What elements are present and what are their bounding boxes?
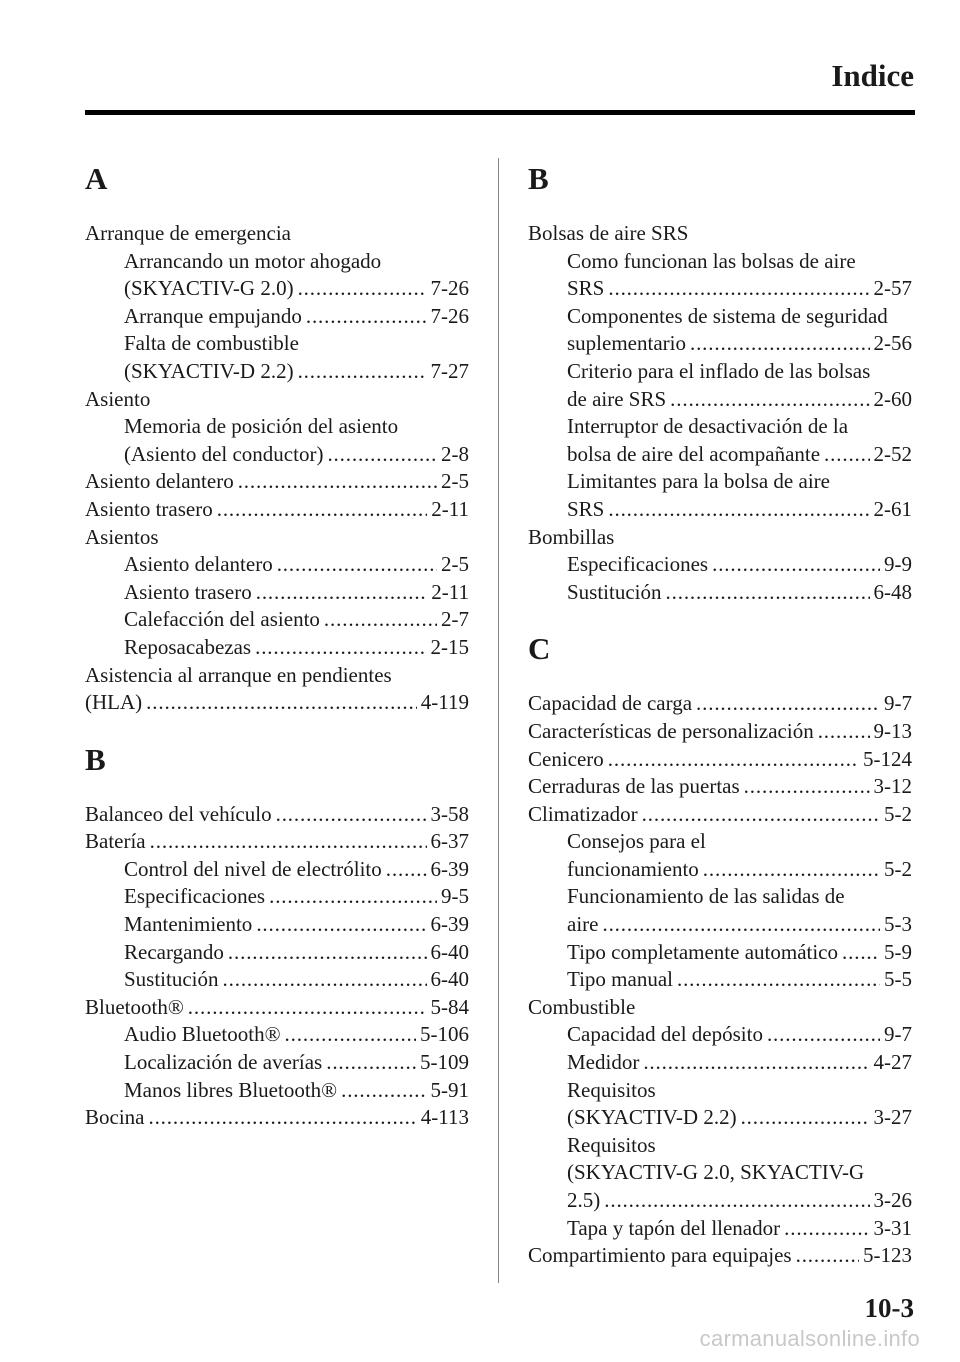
entry-text: 2.5) xyxy=(567,1188,601,1212)
leader-dots xyxy=(148,1104,416,1132)
page-reference: 2-11 xyxy=(431,579,469,604)
page-reference: 3-27 xyxy=(873,1105,912,1130)
page-reference: 6-40 xyxy=(430,939,469,964)
index-entry xyxy=(85,386,469,469)
leader-dots xyxy=(604,1187,869,1215)
subentry-line xyxy=(528,275,912,303)
section-letter: C xyxy=(528,631,551,667)
section-letter: A xyxy=(85,161,108,196)
leader-dots xyxy=(298,275,427,303)
subentry-line xyxy=(85,883,469,911)
entry-text: Mantenimiento xyxy=(124,912,253,937)
page-reference: 2-52 xyxy=(873,441,912,466)
section-letter: B xyxy=(528,161,549,196)
index-entry xyxy=(528,746,912,774)
index-entry xyxy=(528,773,912,801)
index-entry xyxy=(528,220,912,524)
entry-text: Climatizador xyxy=(528,801,638,826)
leader-dots xyxy=(150,828,427,856)
entry-line xyxy=(528,994,912,1022)
index-entry xyxy=(85,801,469,829)
subentry-line xyxy=(528,966,912,994)
index-entry xyxy=(528,994,912,1242)
subentry-line xyxy=(528,330,912,358)
leader-dots xyxy=(269,883,437,911)
left-column xyxy=(85,150,469,1132)
subentry-line xyxy=(528,496,912,524)
entry-text: Bluetooth® xyxy=(85,994,184,1019)
entry-text: aire xyxy=(567,912,599,937)
section-letter: B xyxy=(85,741,106,777)
entry-text: Sustitución xyxy=(567,579,662,604)
page-reference: 2-5 xyxy=(441,469,469,494)
entry-text: (SKYACTIV-D 2.2) xyxy=(124,358,294,383)
subentry-line xyxy=(85,966,469,994)
page-title: Indice xyxy=(831,58,914,93)
page-reference: 5-123 xyxy=(863,1243,912,1268)
index-entry xyxy=(528,524,912,607)
entry-text: Asiento xyxy=(85,386,151,411)
leader-dots xyxy=(642,801,880,829)
subentry-line xyxy=(85,551,469,579)
entry-text: Medidor xyxy=(567,1050,640,1075)
page-reference: 5-3 xyxy=(884,912,912,937)
entry-text: (HLA) xyxy=(85,690,143,715)
page-reference: 6-40 xyxy=(430,967,469,992)
entry-text: Localización de averías xyxy=(124,1050,323,1075)
leader-dots xyxy=(784,1215,869,1243)
leader-dots xyxy=(608,746,859,774)
index-entry xyxy=(528,690,912,718)
subentry-line xyxy=(528,1077,912,1105)
subentry-line xyxy=(85,634,469,662)
subentry-line xyxy=(85,303,469,331)
page-reference: 2-56 xyxy=(873,331,912,356)
entry-text: Criterio para el inflado de las bolsas xyxy=(567,358,871,383)
subentry-line xyxy=(528,1187,912,1215)
leader-dots xyxy=(327,441,437,469)
entry-text: Asientos xyxy=(85,524,159,549)
entry-line xyxy=(85,524,469,552)
leader-dots xyxy=(690,330,870,358)
leader-dots xyxy=(696,690,880,718)
leader-dots xyxy=(608,496,869,524)
leader-dots xyxy=(298,358,427,386)
index-entry xyxy=(85,1104,469,1132)
entry-text: suplementario xyxy=(567,331,686,356)
leader-dots xyxy=(285,1021,416,1049)
subentry-line xyxy=(528,1159,912,1187)
subentry-line xyxy=(85,330,469,358)
subentry-line xyxy=(85,1021,469,1049)
entry-text: Características de personalización xyxy=(528,718,814,743)
subentry-line xyxy=(528,883,912,911)
leader-dots xyxy=(341,1077,426,1105)
page-reference: 7-26 xyxy=(430,276,469,301)
subentry-line xyxy=(528,551,912,579)
subentry-line xyxy=(528,1215,912,1243)
leader-dots xyxy=(256,911,426,939)
page-reference: 9-13 xyxy=(873,718,912,743)
leader-dots xyxy=(146,689,417,717)
subentry-line xyxy=(85,1049,469,1077)
entry-text: Funcionamiento de las salidas de xyxy=(567,884,845,909)
subentry-line xyxy=(85,911,469,939)
index-entry xyxy=(528,718,912,746)
entry-text: Asiento trasero xyxy=(85,496,213,521)
page-reference: 2-15 xyxy=(430,634,469,659)
entry-text: Capacidad del depósito xyxy=(567,1022,763,1047)
entry-text: Bocina xyxy=(85,1105,145,1130)
entry-line xyxy=(85,220,469,248)
page-reference: 2-60 xyxy=(873,386,912,411)
page-reference: 5-9 xyxy=(884,939,912,964)
leader-dots xyxy=(741,1104,870,1132)
page-reference: 5-124 xyxy=(863,746,912,771)
page-reference: 4-27 xyxy=(873,1050,912,1075)
entry-text: Audio Bluetooth® xyxy=(124,1022,281,1047)
subentry-line xyxy=(85,1077,469,1105)
leader-dots xyxy=(712,551,880,579)
page-reference: 3-26 xyxy=(873,1188,912,1212)
page-reference: 5-2 xyxy=(884,801,912,826)
subentry-line xyxy=(528,441,912,469)
entry-line xyxy=(528,718,912,746)
leader-dots xyxy=(677,966,880,994)
entry-line xyxy=(85,801,469,829)
entry-text: Balanceo del vehículo xyxy=(85,801,272,826)
entry-text: Compartimiento para equipajes xyxy=(528,1243,792,1268)
entry-line xyxy=(528,801,912,829)
leader-dots xyxy=(228,939,427,967)
subentry-line xyxy=(528,303,912,331)
leader-dots xyxy=(223,966,427,994)
subentry-line xyxy=(528,248,912,276)
entry-line xyxy=(85,828,469,856)
leader-dots xyxy=(217,496,428,524)
entry-text: Sustitución xyxy=(124,967,219,992)
entry-text: (Asiento del conductor) xyxy=(124,441,324,466)
entry-line xyxy=(528,1242,912,1270)
entry-text: (SKYACTIV-D 2.2) xyxy=(567,1105,737,1130)
subentry-line xyxy=(85,413,469,441)
subentry-line xyxy=(528,1132,912,1160)
leader-dots xyxy=(744,773,870,801)
page-reference: 5-2 xyxy=(884,856,912,881)
subentry-line xyxy=(85,275,469,303)
page-reference: 9-5 xyxy=(441,884,469,909)
entry-text: Capacidad de carga xyxy=(528,691,693,716)
entry-text: Memoria de posición del asiento xyxy=(124,414,399,439)
entry-text: Requisitos xyxy=(567,1077,656,1102)
entry-text: SRS xyxy=(567,496,605,521)
subentry-line xyxy=(528,579,912,607)
page-reference: 5-84 xyxy=(430,994,469,1019)
entry-text: Asiento delantero xyxy=(85,469,234,494)
subentry-line xyxy=(528,911,912,939)
entry-text: Arrancando un motor ahogado xyxy=(124,248,382,273)
leader-dots xyxy=(670,386,869,414)
page-reference: 2-5 xyxy=(441,552,469,577)
entry-text: Especificaciones xyxy=(124,884,266,909)
leader-dots xyxy=(255,634,426,662)
entry-text: Batería xyxy=(85,829,146,854)
entry-text: Tapa y tapón del llenador xyxy=(567,1215,781,1240)
entry-text: Arranque de emergencia xyxy=(85,221,292,245)
entry-line xyxy=(85,496,469,524)
page-reference: 7-26 xyxy=(430,303,469,328)
subentry-line xyxy=(528,939,912,967)
page-reference: 9-7 xyxy=(884,1022,912,1047)
entry-line xyxy=(85,468,469,496)
page-reference: 4-119 xyxy=(420,690,469,715)
page-reference: 3-31 xyxy=(873,1215,912,1240)
page-reference: 9-7 xyxy=(884,691,912,716)
entry-text: (SKYACTIV-G 2.0) xyxy=(124,276,294,301)
entry-line xyxy=(85,1104,469,1132)
entry-line xyxy=(528,746,912,774)
page-reference: 2-8 xyxy=(441,441,469,466)
leader-dots xyxy=(608,275,869,303)
entry-text: funcionamiento xyxy=(567,856,699,881)
entry-text: Consejos para el xyxy=(567,829,706,854)
entry-text: Recargando xyxy=(124,939,224,964)
leader-dots xyxy=(324,606,437,634)
entry-text: Tipo completamente automático xyxy=(567,939,839,964)
subentry-line xyxy=(528,1049,912,1077)
column-divider xyxy=(498,158,499,1283)
page-reference: 6-39 xyxy=(430,912,469,937)
subentry-line xyxy=(85,358,469,386)
page-reference: 3-12 xyxy=(873,774,912,799)
entry-line xyxy=(528,690,912,718)
page-reference: 3-58 xyxy=(430,801,469,826)
page-reference: 6-39 xyxy=(430,856,469,881)
page-number: 10-3 xyxy=(864,1293,914,1323)
right-column xyxy=(528,150,912,1270)
subentry-line xyxy=(528,468,912,496)
leader-dots xyxy=(796,1242,859,1270)
watermark: carmanualsonline.info xyxy=(699,1326,920,1351)
entry-text: Bolsas de aire SRS xyxy=(528,221,689,245)
entry-text: Componentes de sistema de seguridad xyxy=(567,303,888,328)
entry-text: (SKYACTIV-G 2.0, SKYACTIV-G xyxy=(567,1160,865,1185)
entry-text: Limitantes para la bolsa de aire xyxy=(567,469,830,494)
entry-line xyxy=(85,662,469,690)
leader-dots xyxy=(306,303,427,331)
index-entry xyxy=(85,524,469,662)
leader-dots xyxy=(602,911,880,939)
entry-line xyxy=(85,689,469,717)
leader-dots xyxy=(666,579,870,607)
leader-dots xyxy=(188,994,427,1022)
leader-dots xyxy=(238,468,437,496)
entry-text: Reposacabezas xyxy=(124,634,252,659)
entry-text: Falta de combustible xyxy=(124,331,299,356)
subentry-line xyxy=(85,248,469,276)
leader-dots xyxy=(256,579,428,607)
index-entry xyxy=(528,801,912,994)
page-reference: 9-9 xyxy=(884,552,912,577)
subentry-line xyxy=(85,441,469,469)
entry-text: bolsa de aire del acompañante xyxy=(567,441,821,466)
subentry-line xyxy=(85,579,469,607)
header-rule xyxy=(85,110,915,115)
subentry-line xyxy=(528,1021,912,1049)
subentry-line xyxy=(528,358,912,386)
entry-line xyxy=(528,220,912,248)
index-entry xyxy=(85,496,469,524)
leader-dots xyxy=(818,718,870,746)
entry-text: Tipo manual xyxy=(567,967,673,992)
entry-text: de aire SRS xyxy=(567,386,667,411)
entry-text: Asiento delantero xyxy=(124,552,273,577)
page-reference: 5-109 xyxy=(420,1050,469,1075)
entry-text: Arranque empujando xyxy=(124,303,302,328)
entry-text: Requisitos xyxy=(567,1132,656,1157)
entry-text: Control del nivel de electrólito xyxy=(124,856,382,881)
entry-text: Bombillas xyxy=(528,524,615,549)
index-entry xyxy=(528,1242,912,1270)
leader-dots xyxy=(386,856,427,884)
subentry-line xyxy=(85,606,469,634)
subentry-line xyxy=(528,828,912,856)
entry-text: Asiento trasero xyxy=(124,579,252,604)
entry-line xyxy=(85,994,469,1022)
index-entry xyxy=(85,220,469,386)
entry-text: SRS xyxy=(567,276,605,301)
page-reference: 2-57 xyxy=(873,276,912,301)
leader-dots xyxy=(703,856,880,884)
entry-text: Asistencia al arranque en pendientes xyxy=(85,662,392,687)
subentry-line xyxy=(85,856,469,884)
leader-dots xyxy=(326,1049,416,1077)
entry-text: Calefacción del asiento xyxy=(124,607,320,632)
leader-dots xyxy=(842,939,880,967)
entry-text: Interruptor de desactivación de la xyxy=(567,414,849,439)
entry-text: Combustible xyxy=(528,994,636,1019)
entry-line xyxy=(528,773,912,801)
page-reference: 7-27 xyxy=(430,358,469,383)
index-entry xyxy=(85,828,469,994)
entry-line xyxy=(85,386,469,414)
page-reference: 2-61 xyxy=(873,496,912,521)
index-entry xyxy=(85,662,469,717)
leader-dots xyxy=(276,801,427,829)
entry-text: Cenicero xyxy=(528,746,604,771)
index-entry xyxy=(85,468,469,496)
page-reference: 5-91 xyxy=(430,1077,469,1102)
page-reference: 6-48 xyxy=(873,579,912,604)
leader-dots xyxy=(824,441,869,469)
subentry-line xyxy=(528,1104,912,1132)
subentry-line xyxy=(528,386,912,414)
page-reference: 4-113 xyxy=(420,1105,469,1130)
page-reference: 5-106 xyxy=(420,1022,469,1047)
subentry-line xyxy=(85,939,469,967)
page-reference: 6-37 xyxy=(430,829,469,854)
entry-text: Como funcionan las bolsas de aire xyxy=(567,248,856,273)
subentry-line xyxy=(528,413,912,441)
subentry-line xyxy=(528,856,912,884)
leader-dots xyxy=(767,1021,880,1049)
entry-line xyxy=(528,524,912,552)
page-reference: 2-11 xyxy=(431,496,469,521)
leader-dots xyxy=(643,1049,869,1077)
page-reference: 2-7 xyxy=(441,607,469,632)
entry-text: Manos libres Bluetooth® xyxy=(124,1077,338,1102)
entry-text: Especificaciones xyxy=(567,552,709,577)
leader-dots xyxy=(277,551,437,579)
index-entry xyxy=(85,994,469,1104)
page-reference: 5-5 xyxy=(884,967,912,992)
entry-text: Cerraduras de las puertas xyxy=(528,774,740,799)
